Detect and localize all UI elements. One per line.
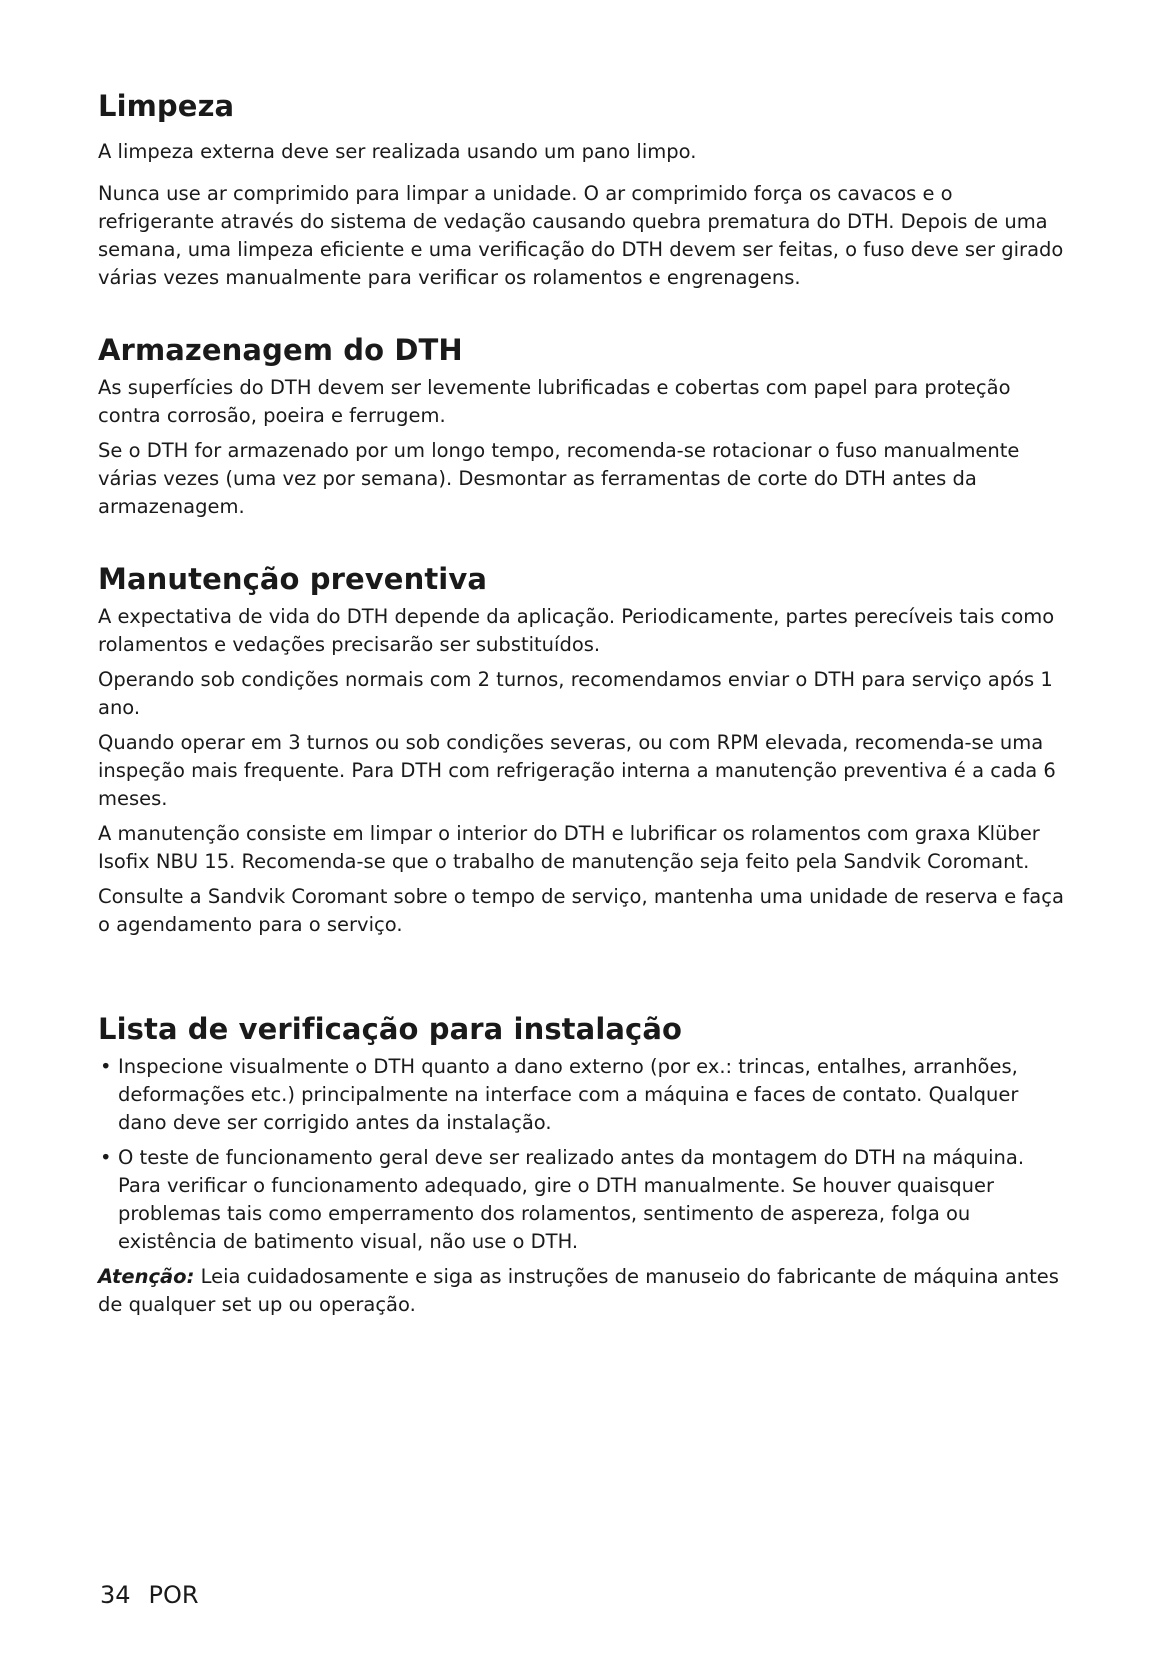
paragraph: Quando operar em 3 turnos ou sob condições severas, ou com RPM elevada, recomenda-se uma inspeção mais frequente. Para DTH com refrigeração interna a manutenção preventiva é a cada 6 meses.	[98, 731, 1056, 810]
section-manutencao	[98, 561, 1068, 939]
heading-armazenagem: Armazenagem do DTH	[98, 333, 463, 367]
paragraph: Se o DTH for armazenado por um longo tempo, recomenda-se rotacionar o fuso manualmente várias vezes (uma vez por semana). Desmontar as ferramentas de corte do DTH antes da armazenagem.	[98, 439, 1020, 518]
warning-note	[98, 1263, 1068, 1319]
bullet-icon: •	[100, 1146, 112, 1169]
page-footer	[100, 1580, 199, 1610]
bullet-icon: •	[100, 1055, 112, 1078]
paragraph: Consulte a Sandvik Coromant sobre o tempo de serviço, mantenha uma unidade de reserva e faça o agendamento para o serviço.	[98, 885, 1064, 936]
section-armazenagem	[98, 332, 1068, 521]
list-item	[98, 1144, 1068, 1256]
heading-manutencao: Manutenção preventiva	[98, 562, 487, 596]
section-lista-verificacao	[98, 1011, 1068, 1319]
list-item-text: O teste de funcionamento geral deve ser realizado antes da montagem do DTH na máquina. Para verificar o funcionamento adequado, gire o DTH manualmente. Se houver quaisquer problemas tais como emperramento dos rolamentos, sentimento de aspereza, folga ou existência de batimento visual, não use o DTH.	[118, 1146, 1025, 1253]
paragraph: A expectativa de vida do DTH depende da aplicação. Periodicamente, partes perecíveis tais como rolamentos e vedações precisarão ser substituídos.	[98, 605, 1055, 656]
paragraph: Operando sob condições normais com 2 turnos, recomendamos enviar o DTH para serviço após 1 ano.	[98, 668, 1053, 719]
paragraph: A manutenção consiste em limpar o interior do DTH e lubrificar os rolamentos com graxa Klüber Isofix NBU 15. Recomenda-se que o trabalho de manutenção seja feito pela Sandvik Coromant.	[98, 822, 1040, 873]
checklist	[98, 1053, 1068, 1256]
warning-label: Atenção:	[98, 1265, 195, 1288]
warning-text: Leia cuidadosamente e siga as instruções de manuseio do fabricante de máquina antes de qualquer set up ou operação.	[98, 1265, 1059, 1316]
language-code: POR	[148, 1581, 199, 1609]
paragraph: As superfícies do DTH devem ser levemente lubrificadas e cobertas com papel para proteção contra corrosão, poeira e ferrugem.	[98, 376, 1011, 427]
heading-limpeza: Limpeza	[98, 89, 235, 123]
section-limpeza	[98, 88, 1068, 292]
list-item	[98, 1053, 1068, 1137]
paragraph: Nunca use ar comprimido para limpar a unidade. O ar comprimido força os cavacos e o refrigerante através do sistema de vedação causando quebra prematura do DTH. Depois de uma semana, uma limpeza eficiente e uma verificação do DTH devem ser feitas, o fuso deve ser girado várias vezes manualmente para verificar os rolamentos e engrenagens.	[98, 182, 1064, 289]
heading-lista-verificacao: Lista de verificação para instalação	[98, 1012, 683, 1046]
paragraph: A limpeza externa deve ser realizada usando um pano limpo.	[98, 140, 697, 163]
list-item-text: Inspecione visualmente o DTH quanto a dano externo (por ex.: trincas, entalhes, arranhões, deformações etc.) principalmente na interface com a máquina e faces de contato. Qualquer dano deve ser corrigido antes da instalação.	[118, 1055, 1019, 1134]
page-number: 34	[100, 1581, 131, 1609]
page-content	[98, 88, 1068, 1326]
